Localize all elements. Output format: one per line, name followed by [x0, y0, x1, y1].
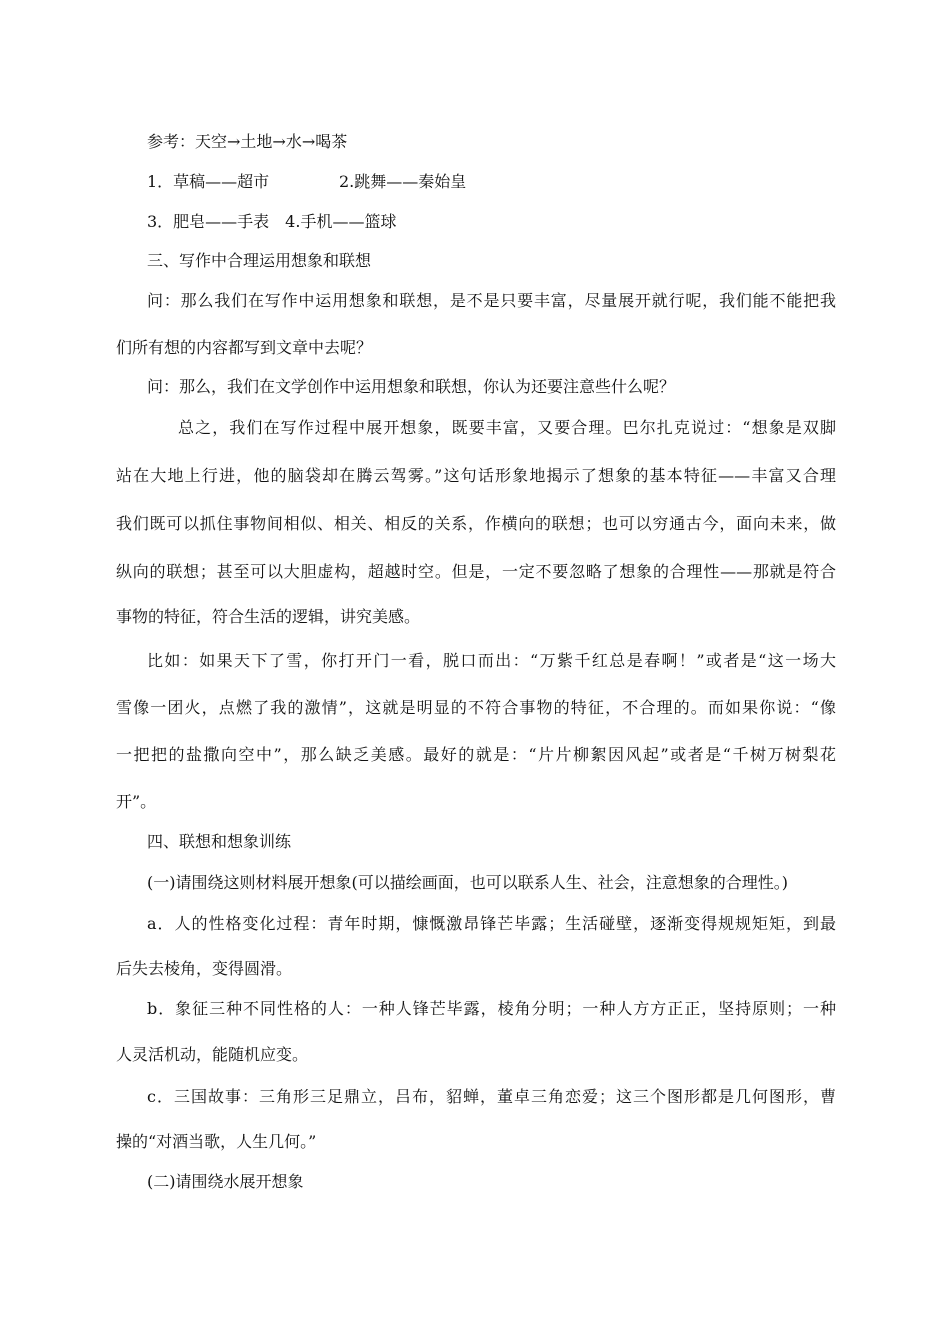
- summary-line-4: 纵向的联想；甚至可以大胆虚构，超越时空。但是，一定不要忽略了想象的合理性——那就是符合: [116, 562, 836, 581]
- summary-line-1: 总之，我们在写作过程中展开想象，既要丰富，又要合理。巴尔扎克说过：“想象是双脚: [178, 418, 836, 437]
- item-a-line-1: a．人的性格变化过程：青年时期，慷慨激昂锋芒毕露；生活碰壁，逐渐变得规规矩矩，到最: [147, 914, 836, 933]
- section-four-heading: 四、联想和想象训练: [147, 832, 292, 851]
- section-three-heading: 三、写作中合理运用想象和联想: [147, 251, 372, 270]
- question-1-line-2: 们所有想的内容都写到文章中去呢？: [116, 338, 373, 357]
- item-c-line-2: 操的“对酒当歌，人生几何。”: [116, 1132, 317, 1151]
- question-1-line-1: 问：那么我们在写作中运用想象和联想，是不是只要丰富，尽量展开就行呢，我们能不能把我: [147, 291, 836, 310]
- example-line-2: 雪像一团火，点燃了我的激情”，这就是明显的不符合事物的特征，不合理的。而如果你说：“像: [116, 698, 836, 717]
- question-2: 问：那么，我们在文学创作中运用想象和联想，你认为还要注意些什么呢？: [147, 377, 676, 396]
- summary-line-2: 站在大地上行进，他的脑袋却在腾云驾雾。”这句话形象地揭示了想象的基本特征——丰富又合理: [116, 466, 836, 485]
- summary-line-5: 事物的特征，符合生活的逻辑，讲究美感。: [116, 607, 421, 626]
- reference-line: 参考：天空→土地→水→喝茶: [147, 132, 348, 151]
- example-line-1: 比如：如果天下了雪，你打开门一看，脱口而出：“万紫千红总是春啊！”或者是“这一场大: [147, 651, 836, 670]
- item-b-line-2: 人灵活机动，能随机应变。: [116, 1045, 309, 1064]
- task-one: (一)请围绕这则材料展开想象(可以描绘画面，也可以联系人生、社会，注意想象的合理性。): [147, 873, 788, 892]
- item-c-line-1: c．三国故事：三角形三足鼎立，吕布，貂蝉，董卓三角恋爱；这三个图形都是几何图形，曹: [147, 1087, 836, 1106]
- item-b-line-1: b．象征三种不同性格的人：一种人锋芒毕露，棱角分明；一种人方方正正，坚持原则；一种: [147, 999, 836, 1018]
- example-line-4: 开”。: [116, 792, 157, 811]
- item-a-line-2: 后失去棱角，变得圆滑。: [116, 959, 293, 978]
- summary-line-3: 我们既可以抓住事物间相似、相关、相反的关系，作横向的联想；也可以穷通古今，面向未来，做: [116, 514, 836, 533]
- pair-line-1b: 2.跳舞——秦始皇: [339, 172, 467, 191]
- task-two: (二)请围绕水展开想象: [147, 1172, 304, 1191]
- example-line-3: 一把把的盐撒向空中”，那么缺乏美感。最好的就是：“片片柳絮因风起”或者是“千树万树梨花: [116, 745, 836, 764]
- pair-line-2: 3．肥皂——手表 4.手机——篮球: [147, 212, 397, 231]
- pair-line-1a: 1．草稿——超市: [147, 172, 270, 191]
